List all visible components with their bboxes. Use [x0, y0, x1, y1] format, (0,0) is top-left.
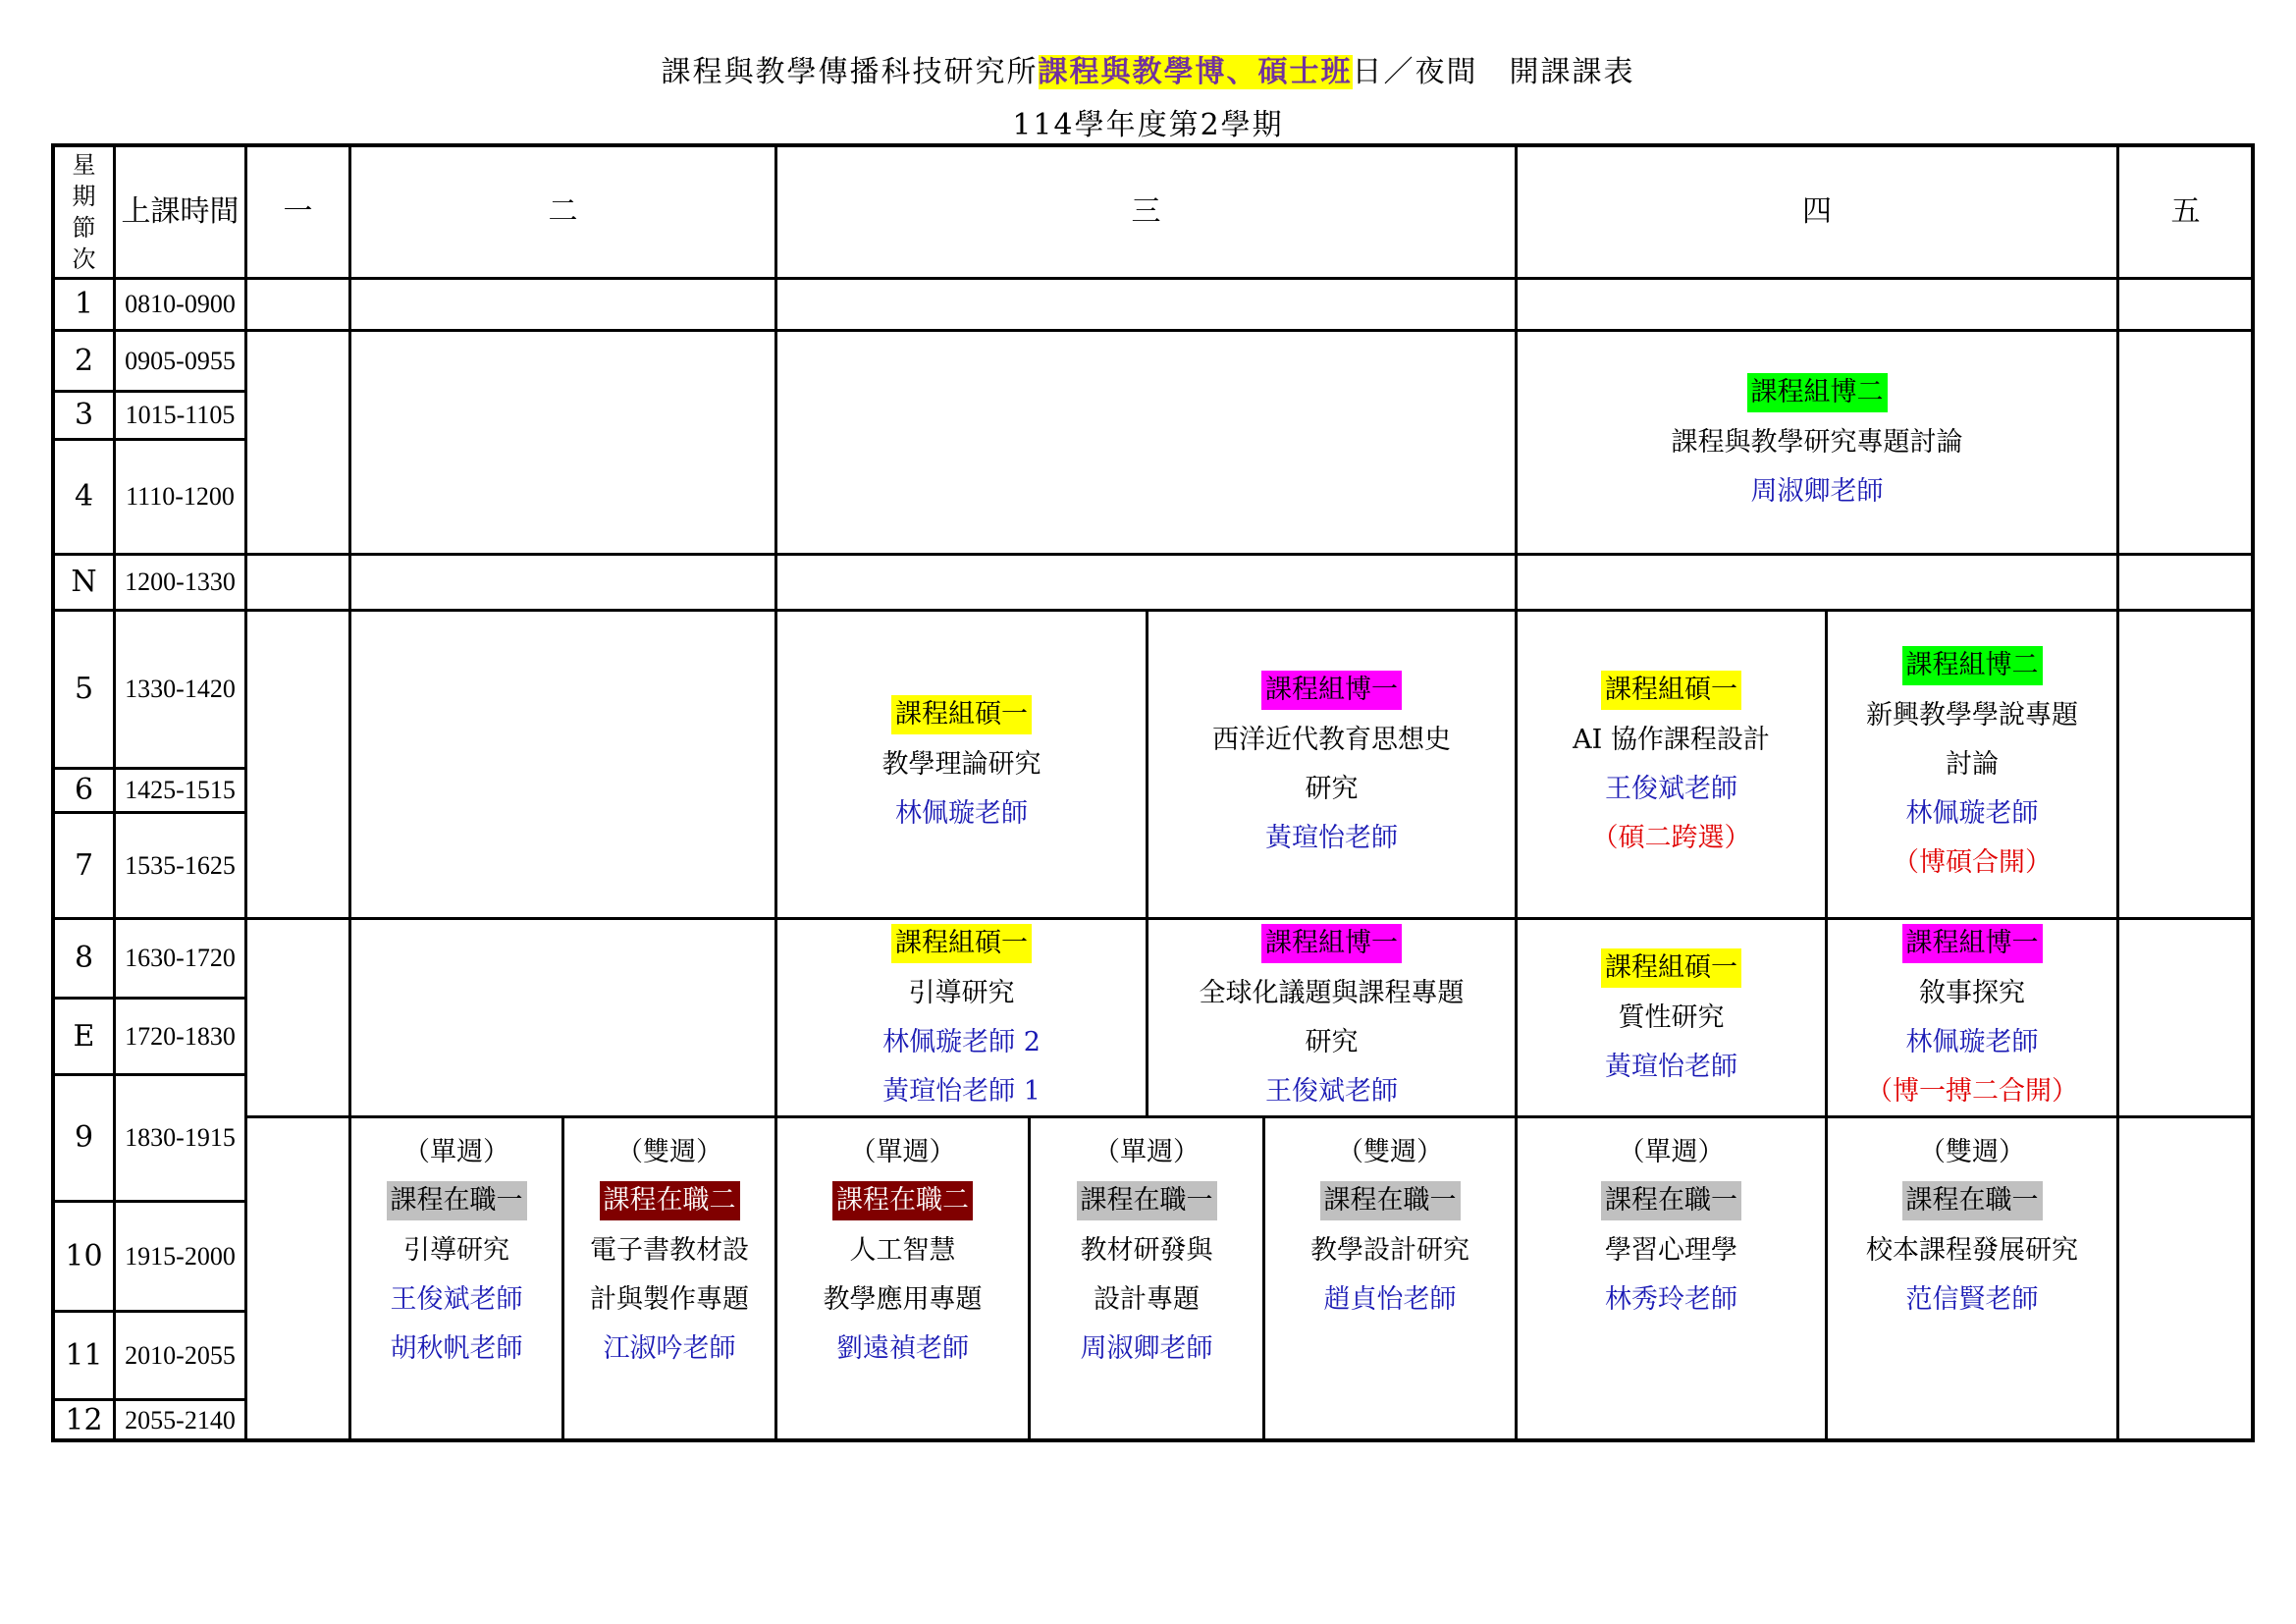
period-time — [113, 917, 247, 1000]
title-highlight: 課程與教學博、碩士班 — [1038, 55, 1353, 89]
week-label: （單週） — [1094, 1137, 1200, 1167]
empty-cell — [348, 277, 777, 332]
teacher-name: 胡秋帆老師 — [390, 1333, 523, 1364]
week-label: （單週） — [403, 1137, 509, 1167]
empty-cell — [2116, 553, 2255, 612]
teacher-name: 林佩璇老師 2 — [882, 1026, 1041, 1057]
empty-cell — [348, 917, 777, 1118]
teacher-name: 趙貞怡老師 — [1323, 1284, 1457, 1315]
period-time — [113, 438, 247, 556]
page-title — [0, 47, 2296, 90]
week-label: （單週） — [1618, 1137, 1725, 1167]
course-cell[interactable] — [1146, 917, 1518, 1118]
course-cell[interactable] — [1146, 609, 1518, 920]
period-number — [52, 1398, 116, 1442]
empty-cell — [2116, 277, 2255, 332]
course-group-tag: 課程組博二 — [1902, 646, 2043, 685]
period-time — [113, 329, 247, 393]
teacher-name: 林佩璇老師 — [1905, 1026, 2039, 1057]
period-number — [52, 1200, 116, 1313]
course-title: 教學應用專題 — [823, 1284, 983, 1315]
teacher-name: 江淑吟老師 — [603, 1333, 736, 1364]
teacher-name: 王俊斌老師 — [390, 1284, 523, 1315]
period-no: 10 — [65, 1238, 103, 1273]
header-day-5 — [2116, 144, 2255, 280]
teacher-name: 周淑卿老師 — [1080, 1333, 1213, 1364]
period-time — [113, 811, 247, 920]
period-no: 5 — [74, 672, 94, 706]
period-time — [113, 1310, 247, 1401]
empty-cell — [774, 553, 1518, 612]
course-group-tag: 課程在職二 — [600, 1181, 740, 1220]
empty-cell — [244, 609, 351, 920]
course-title: 學習心理學 — [1605, 1235, 1737, 1266]
period-time — [113, 1073, 247, 1203]
course-title: 研究 — [1305, 1026, 1359, 1057]
empty-cell — [1515, 553, 2119, 612]
course-title: 設計專題 — [1094, 1284, 1200, 1315]
header-period-char: 次 — [72, 245, 96, 273]
course-title: 敘事探究 — [1919, 977, 2025, 1008]
day-label: 四 — [1802, 194, 1832, 229]
period-number — [52, 277, 116, 332]
period-no: 3 — [74, 398, 94, 432]
course-title: 教材研發與 — [1080, 1235, 1213, 1266]
course-cell[interactable] — [561, 1115, 777, 1442]
course-cell[interactable] — [774, 1115, 1031, 1442]
course-group-tag: 課程組博二 — [1747, 373, 1888, 412]
title-suffix: 日／夜間 開課課表 — [1352, 55, 1635, 89]
period-number — [52, 329, 116, 393]
header-period-char: 星 — [72, 151, 96, 179]
course-title: 計與製作專題 — [590, 1284, 749, 1315]
empty-cell — [244, 329, 351, 556]
course-title: AI 協作課程設計 — [1573, 724, 1770, 755]
week-label: （雙週） — [1919, 1137, 2025, 1167]
period-time-text: 1535-1625 — [125, 850, 236, 880]
course-group-tag: 課程在職一 — [1077, 1181, 1217, 1220]
course-title: 全球化議題與課程專題 — [1199, 977, 1465, 1008]
period-time-text: 1015-1105 — [125, 401, 236, 429]
course-group-tag: 課程在職二 — [832, 1181, 973, 1220]
header-day-1 — [244, 144, 351, 280]
course-cell[interactable] — [348, 1115, 564, 1442]
course-group-tag: 課程在職一 — [1902, 1181, 2043, 1220]
period-time — [113, 1200, 247, 1313]
title-prefix: 課程與教學傳播科技研究所 — [661, 55, 1039, 89]
course-title: 引導研究 — [403, 1235, 509, 1266]
course-title: 校本課程發展研究 — [1866, 1235, 2078, 1266]
period-time-text: 2055-2140 — [125, 1405, 236, 1435]
empty-cell — [348, 329, 777, 556]
course-cell[interactable] — [1262, 1115, 1518, 1442]
course-group-tag: 課程組博一 — [1902, 924, 2043, 963]
empty-cell — [2116, 1115, 2255, 1442]
course-group-tag: 課程在職一 — [1601, 1181, 1741, 1220]
course-title: 教學設計研究 — [1310, 1235, 1469, 1266]
header-period-char: 期 — [72, 183, 96, 210]
course-group-tag: 課程組博一 — [1261, 671, 1402, 710]
teacher-name: 劉遠禎老師 — [836, 1333, 969, 1364]
period-time-text: 1200-1330 — [125, 568, 236, 596]
teacher-name: 林佩璇老師 — [895, 797, 1028, 829]
period-time-text: 1630-1720 — [125, 944, 236, 972]
course-cell[interactable] — [1515, 917, 1828, 1118]
period-time — [113, 390, 247, 441]
course-cell[interactable] — [774, 609, 1148, 920]
empty-cell — [244, 553, 351, 612]
empty-cell — [244, 277, 351, 332]
course-group-tag: 課程在職一 — [1320, 1181, 1461, 1220]
period-number — [52, 767, 116, 814]
course-title: 新興教學學說專題 — [1866, 699, 2078, 731]
course-group-tag: 課程在職一 — [387, 1181, 527, 1220]
day-label: 五 — [2170, 194, 2201, 229]
period-time — [113, 997, 247, 1076]
period-no: 6 — [74, 773, 94, 807]
header-time-label: 上課時間 — [121, 194, 240, 229]
day-label: 二 — [548, 194, 578, 229]
day-label: 一 — [283, 194, 313, 229]
teacher-name: 黃瑄怡老師 1 — [882, 1075, 1041, 1107]
course-title: 電子書教材設 — [590, 1235, 749, 1266]
period-time-text: 1110-1200 — [126, 482, 235, 511]
period-time-text: 1830-1915 — [125, 1123, 236, 1152]
week-label: （雙週） — [616, 1137, 722, 1167]
week-label: （雙週） — [1337, 1137, 1443, 1167]
empty-cell — [1515, 277, 2119, 332]
teacher-name: 范信賢老師 — [1905, 1284, 2039, 1315]
period-number — [52, 997, 116, 1076]
period-time — [113, 1398, 247, 1442]
period-time-text: 1915-2000 — [125, 1241, 236, 1271]
period-no: 11 — [65, 1337, 103, 1373]
course-note: （博一搏二合開） — [1866, 1075, 2078, 1107]
empty-cell — [2116, 329, 2255, 556]
course-cell[interactable] — [1515, 329, 2119, 556]
header-period-char: 節 — [72, 214, 96, 242]
period-time-text: 0810-0900 — [125, 290, 236, 318]
teacher-name: 林秀玲老師 — [1605, 1284, 1737, 1315]
course-title: 人工智慧 — [849, 1235, 956, 1266]
period-number — [52, 609, 116, 770]
course-group-tag: 課程組碩一 — [1601, 948, 1741, 988]
course-title: 教學理論研究 — [881, 748, 1041, 780]
period-time — [113, 553, 247, 612]
empty-cell — [2116, 609, 2255, 920]
header-period — [52, 144, 116, 280]
term-title: 114學年度第2學期 — [1012, 108, 1284, 142]
period-time-text: 1330-1420 — [125, 675, 236, 703]
header-time — [113, 144, 247, 280]
period-time-text: 1425-1515 — [125, 776, 236, 804]
course-group-tag: 課程組碩一 — [1601, 671, 1741, 710]
period-no: 4 — [74, 479, 94, 514]
period-number — [52, 811, 116, 920]
course-title: 質性研究 — [1618, 1001, 1725, 1033]
period-no: 2 — [74, 343, 94, 378]
course-title: 引導研究 — [908, 977, 1015, 1008]
period-number — [52, 553, 116, 612]
course-title: 課程與教學研究專題討論 — [1671, 426, 1963, 458]
course-note: （碩二跨選） — [1591, 822, 1751, 853]
course-group-tag: 課程組博一 — [1261, 924, 1402, 963]
header-day-2 — [348, 144, 777, 280]
period-time — [113, 767, 247, 814]
period-no: 12 — [65, 1402, 103, 1437]
day-label: 三 — [1131, 194, 1161, 229]
empty-cell — [2116, 917, 2255, 1118]
teacher-name: 黃瑄怡老師 — [1605, 1051, 1737, 1082]
period-number — [52, 1073, 116, 1203]
course-title: 討論 — [1946, 748, 1999, 780]
period-time-text: 0905-0955 — [125, 346, 236, 375]
course-cell[interactable] — [1028, 1115, 1265, 1442]
course-group-tag: 課程組碩一 — [891, 924, 1032, 963]
period-no: 8 — [74, 941, 94, 975]
empty-cell — [348, 553, 777, 612]
period-no: E — [73, 1018, 95, 1054]
period-number — [52, 917, 116, 1000]
empty-cell — [244, 917, 351, 1118]
course-cell[interactable] — [1515, 1115, 1828, 1442]
course-cell[interactable] — [1515, 609, 1828, 920]
teacher-name: 林佩璇老師 — [1905, 797, 2039, 829]
header-day-4 — [1515, 144, 2119, 280]
course-cell[interactable] — [774, 917, 1148, 1118]
period-number — [52, 1310, 116, 1401]
period-no: 7 — [74, 847, 94, 883]
period-time — [113, 609, 247, 770]
course-group-tag: 課程組碩一 — [891, 695, 1032, 734]
course-title: 研究 — [1305, 773, 1359, 804]
course-cell[interactable] — [1825, 609, 2119, 920]
teacher-name: 周淑卿老師 — [1750, 475, 1884, 507]
week-label: （單週） — [849, 1137, 956, 1167]
teacher-name: 王俊斌老師 — [1605, 773, 1737, 804]
teacher-name: 王俊斌老師 — [1265, 1075, 1398, 1107]
period-number — [52, 390, 116, 441]
course-cell[interactable] — [1825, 917, 2119, 1118]
header-day-3 — [774, 144, 1518, 280]
course-title: 西洋近代教育思想史 — [1212, 724, 1451, 755]
course-cell[interactable] — [1825, 1115, 2119, 1442]
empty-cell — [244, 1115, 351, 1442]
teacher-name: 黃瑄怡老師 — [1265, 822, 1398, 853]
period-no: N — [71, 565, 97, 599]
period-no: 1 — [74, 287, 94, 321]
period-time — [113, 277, 247, 332]
course-note: （博碩合開） — [1893, 846, 2052, 878]
period-number — [52, 438, 116, 556]
period-time-text: 1720-1830 — [125, 1021, 236, 1051]
empty-cell — [774, 329, 1518, 556]
period-time-text: 2010-2055 — [125, 1340, 236, 1370]
empty-cell — [774, 277, 1518, 332]
empty-cell — [348, 609, 777, 920]
period-no: 9 — [74, 1120, 94, 1155]
